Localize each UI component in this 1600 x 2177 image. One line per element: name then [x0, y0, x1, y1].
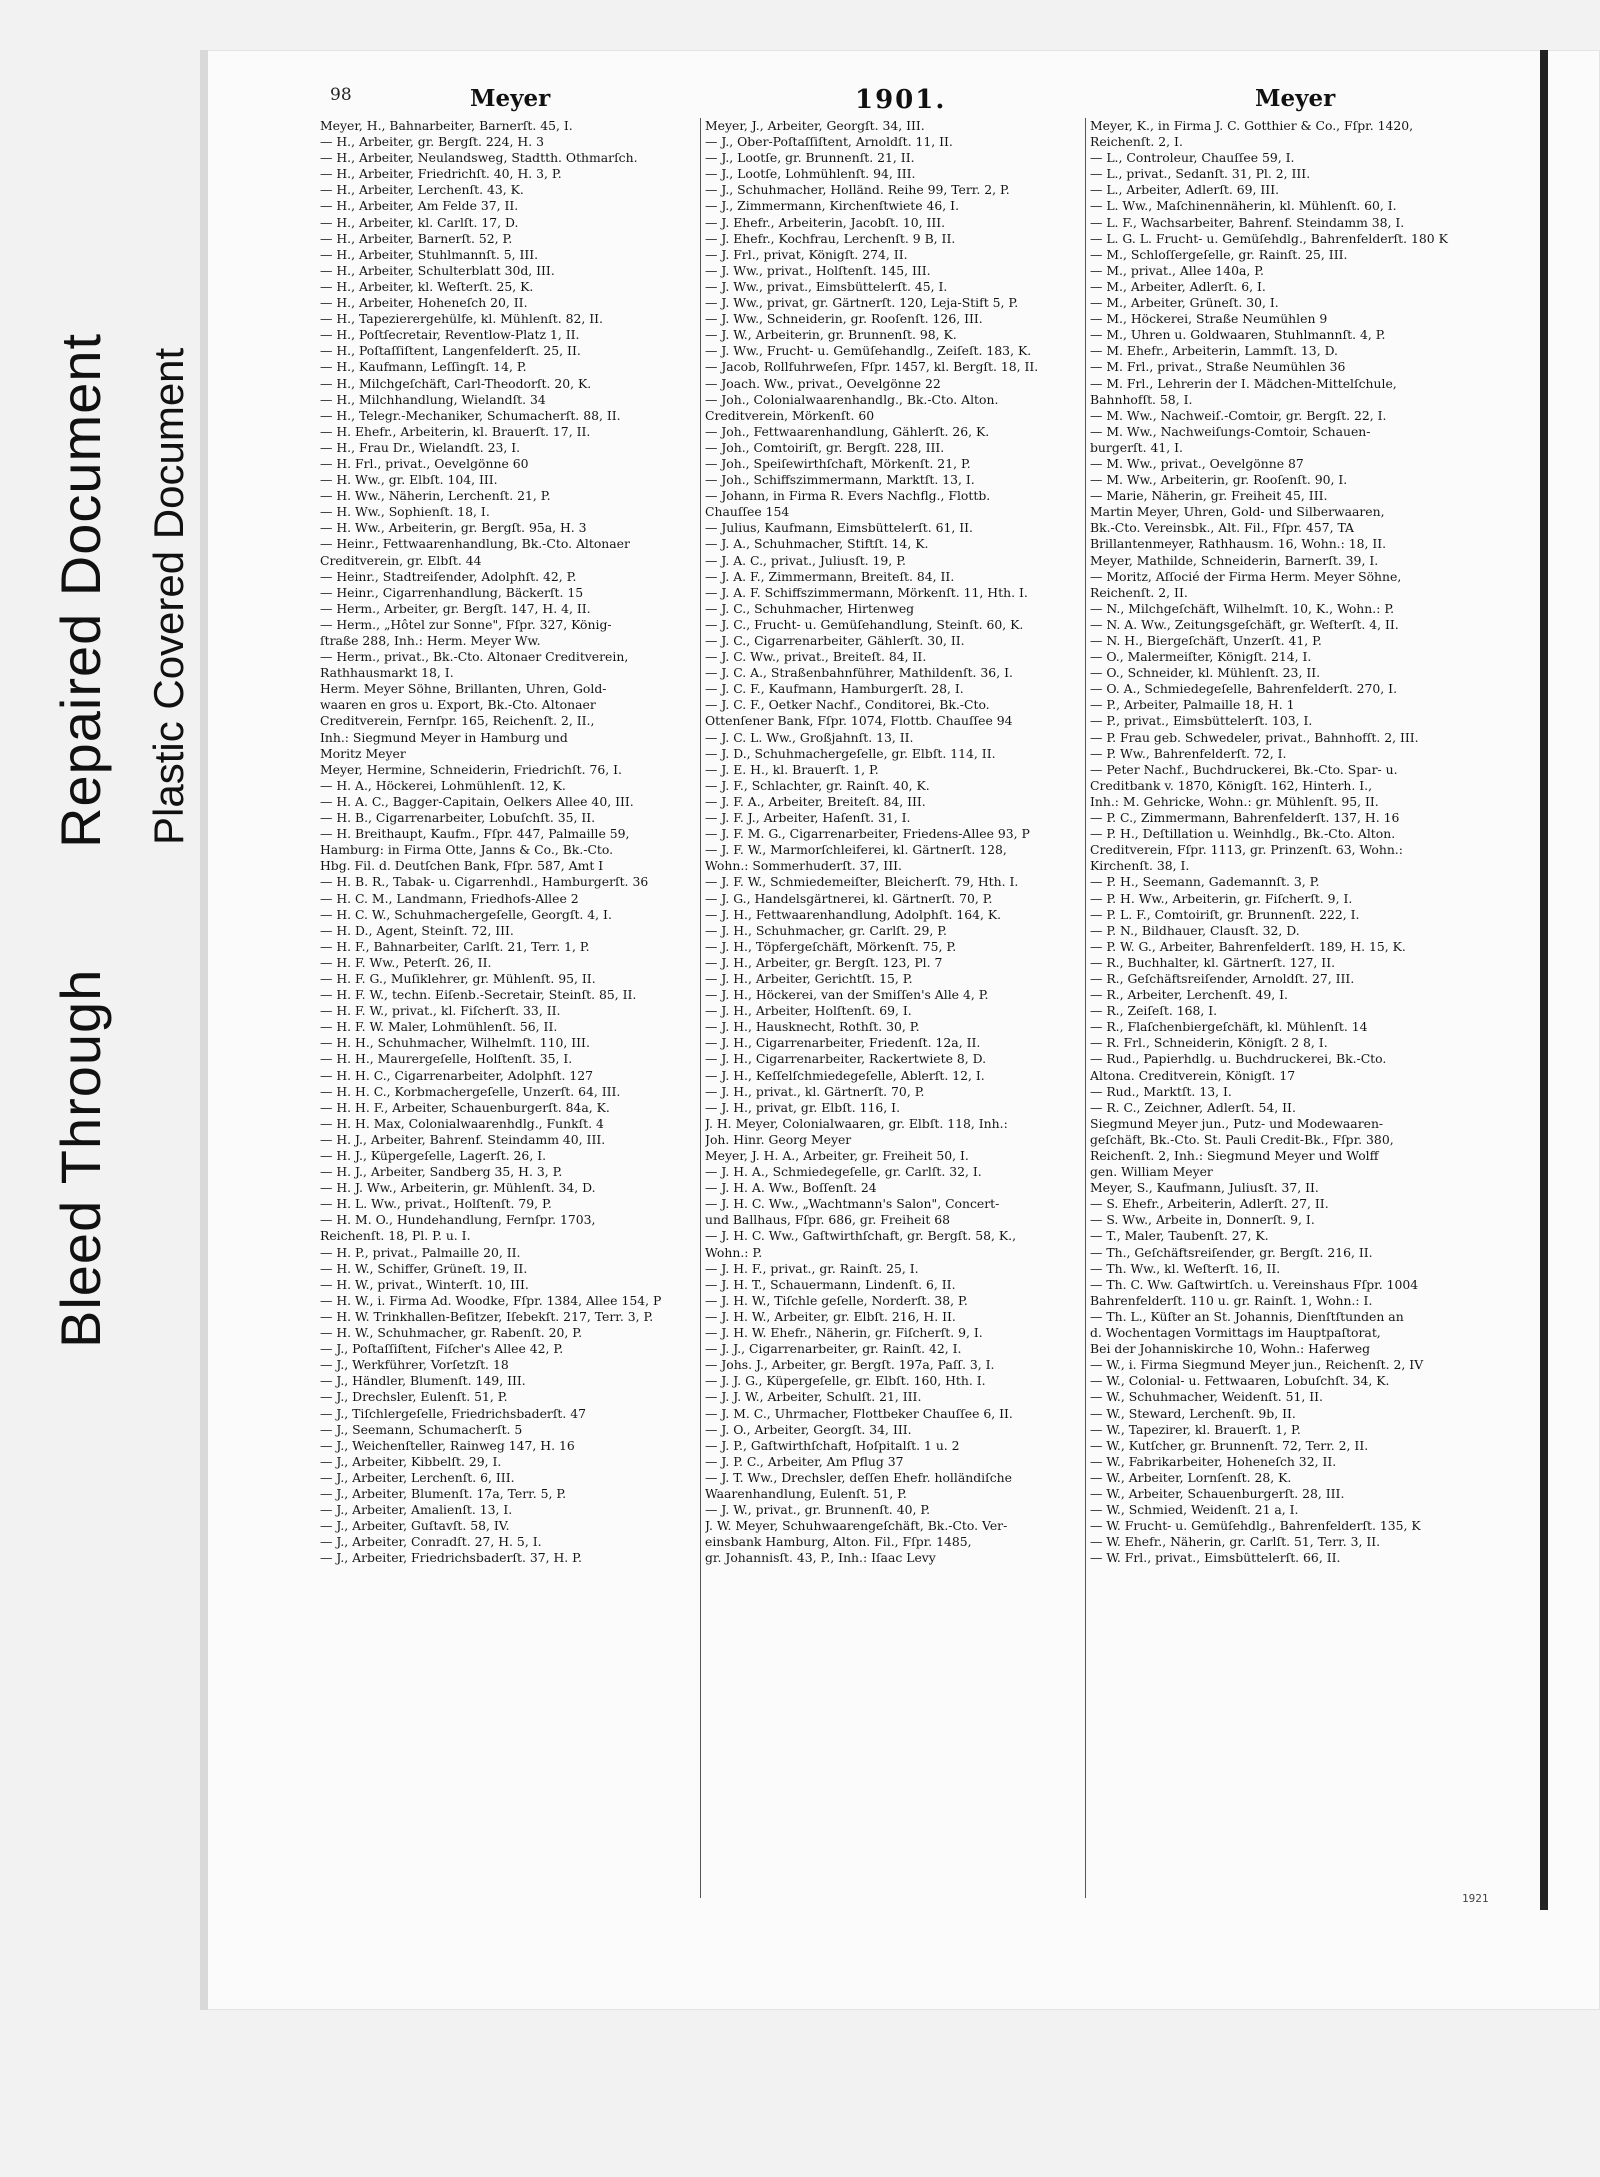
- directory-entry: — H. Breithaupt, Kaufm., Fſpr. 447, Palmaille 59,: [320, 826, 630, 842]
- directory-entry: Moritz Meyer: [320, 745, 406, 761]
- directory-entry: Bei der Johanniskirche 10, Wohn.: Haferweg: [1090, 1341, 1371, 1357]
- directory-entry: Meyer, Mathilde, Schneiderin, Barnerſt. 39, I.: [1090, 552, 1379, 568]
- directory-entry: — H. F. Ww., Peterſt. 26, II.: [320, 954, 492, 970]
- directory-entry: — J. H., Cigarrenarbeiter, Rackertwiete 8, D.: [705, 1051, 987, 1067]
- directory-entry: — M. Ww., privat., Oevelgönne 87: [1090, 455, 1304, 471]
- directory-entry: — Peter Nachf., Buchdruckerei, Bk.-Cto. Spar- u.: [1090, 761, 1398, 777]
- directory-entry: — O., Malermeiſter, Königſt. 214, I.: [1090, 649, 1312, 665]
- directory-entry: — W., Schuhmacher, Weidenſt. 51, II.: [1090, 1389, 1323, 1405]
- directory-entry: — H. J., Arbeiter, Sandberg 35, H. 3, P.: [320, 1164, 563, 1180]
- directory-entry: — J. C., Frucht- u. Gemüſehandlung, Steinſt. 60, K.: [705, 616, 1024, 632]
- directory-entry: — M., Uhren u. Goldwaaren, Stuhlmannſt. 4, P.: [1090, 327, 1386, 343]
- directory-column-right: [1090, 118, 1465, 1566]
- directory-entry: — J. C. L. Ww., Großjahnſt. 13, II.: [705, 729, 914, 745]
- directory-entry: — H. F. W., privat., kl. Fiſcherſt. 33, II.: [320, 1003, 561, 1019]
- directory-entry: Meyer, J. H. A., Arbeiter, gr. Freiheit 50, I.: [705, 1148, 969, 1163]
- directory-entry: — M., privat., Allee 140a, P.: [1090, 262, 1264, 278]
- directory-entry: — J. Ehefr., Arbeiterin, Jacobſt. 10, III.: [705, 214, 946, 230]
- directory-entry: Creditverein, Fernſpr. 165, Reichenſt. 2, II.,: [320, 713, 595, 729]
- directory-entry: Creditverein, Fſpr. 1113, gr. Prinzenſt. 63, Wohn.:: [1090, 842, 1403, 858]
- directory-entry: — J. A. F. Schiffszimmermann, Mörkenſt. 11, Hth. I.: [705, 584, 1028, 600]
- directory-entry: — R. Frl., Schneiderin, Königſt. 2 8, I.: [1090, 1035, 1328, 1051]
- directory-entry: Martin Meyer, Uhren, Gold- und Silberwaaren,: [1090, 504, 1385, 520]
- directory-entry: — H., Milchhandlung, Wielandſt. 34: [320, 391, 546, 407]
- directory-entry: Meyer, H., Bahnarbeiter, Barnerſt. 45, I.: [320, 118, 573, 133]
- directory-entry: J. H. Meyer, Colonialwaaren, gr. Elbſt. 118, Inh.:: [705, 1115, 1008, 1131]
- directory-entry: — H., Kaufmann, Leſſingſt. 14, P.: [320, 359, 527, 375]
- directory-entry: — H., Arbeiter, Lerchenſt. 43, K.: [320, 182, 524, 198]
- directory-entry: — Joh., Schiffszimmermann, Marktſt. 13, I.: [705, 472, 975, 488]
- directory-entry: — H. A. C., Bagger-Capitain, Oelkers Allee 40, III.: [320, 793, 634, 809]
- directory-entry: — J. H., Arbeiter, gr. Bergſt. 123, Pl. 7: [705, 954, 943, 970]
- directory-entry: — J., Arbeiter, Lerchenſt. 6, III.: [320, 1469, 515, 1485]
- directory-entry: — Joh., Comtoiriſt, gr. Bergſt. 228, III.: [705, 439, 945, 455]
- directory-entry: waaren en gros u. Export, Bk.-Cto. Altonaer: [320, 697, 596, 713]
- directory-entry: ſtraße 288, Inh.: Herm. Meyer Ww.: [320, 633, 541, 648]
- directory-entry: — H. W., i. Firma Ad. Woodke, Fſpr. 1384, Allee 154, P: [320, 1292, 662, 1308]
- directory-entry: — R., Arbeiter, Lerchenſt. 49, I.: [1090, 987, 1288, 1003]
- directory-entry: — J., Weichenſteller, Rainweg 147, H. 16: [320, 1437, 575, 1453]
- directory-entry: gr. Johannisſt. 43, P., Inh.: Iſaac Levy: [705, 1550, 936, 1566]
- directory-entry: — H. C. W., Schuhmachergeſelle, Georgſt. 4, I.: [320, 906, 612, 922]
- directory-entry: — H. D., Agent, Steinſt. 72, III.: [320, 922, 514, 938]
- directory-entry: — Joh., Speiſewirthſchaft, Mörkenſt. 21, P.: [705, 455, 971, 471]
- directory-entry: — Heinr., Stadtreiſender, Adolphſt. 42, P.: [320, 568, 577, 584]
- directory-entry: — P. N., Bildhauer, Clausſt. 32, D.: [1090, 922, 1300, 938]
- directory-entry: — R., Geſchäftsreiſender, Arnoldſt. 27, III.: [1090, 970, 1355, 986]
- column-rule: [700, 118, 701, 1898]
- directory-entry: Ottenſener Bank, Fſpr. 1074, Flottb. Chauſſee 94: [705, 713, 1013, 729]
- directory-entry: — H. W., Schiffer, Grüneſt. 19, II.: [320, 1260, 528, 1276]
- directory-entry: — H. J., Küpergeſelle, Lagerſt. 26, I.: [320, 1148, 547, 1163]
- directory-entry: — P. Frau geb. Schwedeler, privat., Bahnhofſt. 2, III.: [1090, 729, 1419, 745]
- directory-entry: — J. Ww., Schneiderin, gr. Rooſenſt. 126, III.: [705, 311, 983, 327]
- directory-entry: — W., Arbeiter, Lornſenſt. 28, K.: [1090, 1469, 1292, 1485]
- directory-entry: — H. W., privat., Winterſt. 10, III.: [320, 1276, 529, 1292]
- directory-entry: — W. Frucht- u. Gemüſehdlg., Bahrenfelderſt. 135, K: [1090, 1518, 1421, 1534]
- directory-entry: — H., Poſtſecretair, Reventlow-Platz 1, II.: [320, 327, 580, 343]
- directory-entry: — Heinr., Cigarrenhandlung, Bäckerſt. 15: [320, 584, 584, 600]
- directory-entry: und Ballhaus, Fſpr. 686, gr. Freiheit 68: [705, 1212, 951, 1228]
- directory-entry: — J. G., Handelsgärtnerei, kl. Gärtnerſt. 70, P.: [705, 890, 993, 906]
- directory-entry: Hbg. Fil. d. Deutſchen Bank, Fſpr. 587, Amt I: [320, 858, 604, 874]
- directory-entry: — H. F. G., Muſiklehrer, gr. Mühlenſt. 95, II.: [320, 970, 596, 986]
- directory-entry: — J. H., privat, gr. Elbſt. 116, I.: [705, 1099, 901, 1115]
- directory-entry: — J. H., Töpfergeſchäft, Mörkenſt. 75, P.: [705, 938, 957, 954]
- directory-entry: Chauſſee 154: [705, 504, 790, 520]
- directory-entry: Siegmund Meyer jun., Putz- und Modewaaren-: [1090, 1115, 1384, 1131]
- directory-entry: — Herm., privat., Bk.-Cto. Altonaer Creditverein,: [320, 649, 629, 665]
- directory-entry: — J. A. C., privat., Juliusſt. 19, P.: [705, 552, 906, 568]
- directory-entry: — Johs. J., Arbeiter, gr. Bergſt. 197a, Paſſ. 3, I.: [705, 1357, 995, 1373]
- directory-entry: — H. W., Schuhmacher, gr. Rabenſt. 20, P.: [320, 1325, 583, 1341]
- directory-entry: — J. F. W., Marmorſchleiferei, kl. Gärtnerſt. 128,: [705, 842, 1007, 858]
- directory-entry: — H., Arbeiter, Friedrichſt. 40, H. 3, P.: [320, 166, 562, 182]
- directory-entry: — H. H. C., Korbmachergeſelle, Unzerſt. 64, III.: [320, 1083, 621, 1099]
- directory-entry: — H. B. R., Tabak- u. Cigarrenhdl., Hamburgerſt. 36: [320, 874, 649, 890]
- directory-entry: Waarenhandlung, Eulenſt. 51, P.: [705, 1485, 907, 1501]
- directory-entry: — S. Ww., Arbeite in, Donnerſt. 9, I.: [1090, 1212, 1315, 1228]
- directory-entry: — H. Ww., Näherin, Lerchenſt. 21, P.: [320, 488, 551, 504]
- directory-entry: — H., Milchgeſchäft, Carl-Theodorſt. 20, K.: [320, 375, 592, 391]
- directory-entry: — W., Schmied, Weidenſt. 21 a, I.: [1090, 1502, 1299, 1518]
- directory-entry: — H., Frau Dr., Wielandſt. 23, I.: [320, 439, 521, 455]
- directory-entry: Kirchenſt. 38, I.: [1090, 858, 1190, 874]
- running-head-year: 1901.: [855, 85, 947, 115]
- directory-entry: — H., Arbeiter, Barnerſt. 52, P.: [320, 230, 513, 246]
- directory-entry: — H. Frl., privat., Oevelgönne 60: [320, 455, 529, 471]
- directory-entry: — J. H., Fettwaarenhandlung, Adolphſt. 164, K.: [705, 906, 1002, 922]
- directory-entry: — H., Arbeiter, Stuhlmannſt. 5, III.: [320, 246, 539, 262]
- directory-entry: — Rud., Marktſt. 13, I.: [1090, 1083, 1232, 1099]
- directory-entry: — J. Ww., privat., Eimsbüttelerſt. 45, I.: [705, 278, 948, 294]
- directory-entry: Reichenſt. 18, Pl. P. u. I.: [320, 1228, 471, 1244]
- directory-entry: — J. A. F., Zimmermann, Breiteſt. 84, II.: [705, 568, 955, 584]
- directory-entry: — H. B., Cigarrenarbeiter, Lobuſchſt. 35, II.: [320, 810, 596, 826]
- directory-entry: Creditverein, Mörkenſt. 60: [705, 407, 875, 423]
- directory-entry: — J. Ehefr., Kochfrau, Lerchenſt. 9 B, II.: [705, 230, 956, 246]
- directory-entry: — L., Controleur, Chauſſee 59, I.: [1090, 150, 1295, 166]
- directory-entry: — L. Ww., Maſchinennäherin, kl. Mühlenſt. 60, I.: [1090, 198, 1397, 214]
- directory-entry: — N. A. Ww., Zeitungsgeſchäft, gr. Weſterſt. 4, II.: [1090, 616, 1399, 632]
- directory-entry: Meyer, S., Kaufmann, Juliusſt. 37, II.: [1090, 1180, 1319, 1196]
- directory-entry: — H., Arbeiter, Neulandsweg, Stadtth. Othmarſch.: [320, 150, 638, 166]
- directory-entry: burgerſt. 41, I.: [1090, 439, 1183, 455]
- directory-entry: — J., Arbeiter, Blumenſt. 17a, Terr. 5, P.: [320, 1485, 567, 1501]
- directory-entry: — N. H., Biergeſchäft, Unzerſt. 41, P.: [1090, 633, 1322, 648]
- directory-entry: — J. F. A., Arbeiter, Breiteſt. 84, III.: [705, 793, 926, 809]
- directory-entry: Reichenſt. 2, I.: [1090, 134, 1183, 150]
- directory-entry: — H. W. Trinkhallen-Beſitzer, Iſebekſt. 217, Terr. 3, P.: [320, 1308, 654, 1324]
- directory-entry: — J. H. A., Schmiedegeſelle, gr. Carlſt. 32, I.: [705, 1164, 982, 1180]
- directory-entry: — Jacob, Rollfuhrweſen, Fſpr. 1457, kl. Bergſt. 18, II.: [705, 359, 1039, 375]
- directory-entry: — S. Ehefr., Arbeiterin, Adlerſt. 27, II.: [1090, 1196, 1329, 1212]
- directory-entry: — M. Frl., privat., Straße Neumühlen 36: [1090, 359, 1346, 375]
- directory-entry: Bk.-Cto. Vereinsbk., Alt. Fil., Fſpr. 457, TA: [1090, 520, 1354, 536]
- directory-entry: — J. P. C., Arbeiter, Am Pflug 37: [705, 1453, 904, 1469]
- directory-entry: — Johann, in Firma R. Evers Nachflg., Flottb.: [705, 488, 991, 504]
- directory-entry: — J. Frl., privat, Königſt. 274, II.: [705, 246, 908, 262]
- directory-entry: — J. W., privat., gr. Brunnenſt. 40, P.: [705, 1502, 931, 1518]
- directory-entry: Bahnhofſt. 58, I.: [1090, 391, 1193, 407]
- directory-entry: — J. E. H., kl. Brauerſt. 1, P.: [705, 761, 879, 777]
- directory-entry: — L., privat., Sedanſt. 31, Pl. 2, III.: [1090, 166, 1311, 182]
- directory-entry: — J. D., Schuhmachergeſelle, gr. Elbſt. 114, II.: [705, 745, 996, 761]
- directory-entry: Meyer, Hermine, Schneiderin, Friedrichſt. 76, I.: [320, 761, 622, 777]
- directory-entry: — J., Arbeiter, Conradſt. 27, H. 5, I.: [320, 1534, 542, 1550]
- directory-entry: — J. H. F., privat., gr. Rainſt. 25, I.: [705, 1260, 919, 1276]
- directory-entry: Reichenſt. 2, Inh.: Siegmund Meyer und Wolff: [1090, 1148, 1379, 1163]
- running-head-right: Meyer: [1255, 85, 1336, 112]
- directory-entry: J. W. Meyer, Schuhwaarengeſchäft, Bk.-Cto. Ver-: [705, 1518, 1008, 1534]
- directory-entry: Altona. Creditverein, Königſt. 17: [1090, 1067, 1296, 1083]
- directory-entry: Rathhausmarkt 18, I.: [320, 665, 454, 681]
- directory-entry: — J. Ww., privat., Holſtenſt. 145, III.: [705, 262, 931, 278]
- directory-entry: — J., Händler, Blumenſt. 149, III.: [320, 1373, 526, 1389]
- directory-entry: — W., Arbeiter, Schauenburgerſt. 28, III.: [1090, 1485, 1345, 1501]
- directory-entry: — J. W., Arbeiterin, gr. Brunnenſt. 98, K.: [705, 327, 957, 343]
- directory-entry: — P. C., Zimmermann, Bahrenfelderſt. 137, H. 16: [1090, 810, 1400, 826]
- directory-entry: — H., Tapezierergehülfe, kl. Mühlenſt. 82, II.: [320, 311, 603, 327]
- directory-entry: — Th. L., Küſter an St. Johannis, Dienſtſtunden an: [1090, 1308, 1404, 1324]
- directory-entry: — J. M. C., Uhrmacher, Flottbeker Chauſſee 6, II.: [705, 1405, 1013, 1421]
- directory-entry: — H. Ehefr., Arbeiterin, kl. Brauerſt. 17, II.: [320, 423, 591, 439]
- directory-entry: — N., Milchgeſchäft, Wilhelmſt. 10, K., Wohn.: P.: [1090, 600, 1395, 616]
- directory-entry: — W., Steward, Lerchenſt. 9b, II.: [1090, 1405, 1296, 1421]
- directory-entry: — J. J. G., Küpergeſelle, gr. Elbſt. 160, Hth. I.: [705, 1373, 986, 1389]
- directory-entry: — H. M. O., Hundehandlung, Fernſpr. 1703,: [320, 1212, 596, 1228]
- directory-entry: — H. H. C., Cigarrenarbeiter, Adolphſt. 127: [320, 1067, 594, 1083]
- directory-entry: — H. C. M., Landmann, Friedhofs-Allee 2: [320, 890, 579, 906]
- page-gutter-shadow: [200, 50, 208, 2010]
- directory-entry: — H. Ww., Arbeiterin, gr. Bergſt. 95a, H. 3: [320, 520, 587, 536]
- directory-entry: Bahrenfelderſt. 110 u. gr. Rainſt. 1, Wohn.: I.: [1090, 1292, 1373, 1308]
- directory-entry: — W., Tapezirer, kl. Brauerſt. 1, P.: [1090, 1421, 1301, 1437]
- directory-entry: — H. A., Höckerei, Lohmühlenſt. 12, K.: [320, 777, 566, 793]
- directory-entry: — H., Arbeiter, kl. Weſterſt. 25, K.: [320, 278, 534, 294]
- directory-entry: — J. H. T., Schauermann, Lindenſt. 6, II.: [705, 1276, 956, 1292]
- directory-entry: — Julius, Kaufmann, Eimsbüttelerſt. 61, II.: [705, 520, 973, 536]
- directory-entry: — J., Arbeiter, Amalienſt. 13, I.: [320, 1502, 513, 1518]
- scan-artifact-text: 1921: [1462, 1892, 1489, 1905]
- directory-entry: — J. C., Schuhmacher, Hirtenweg: [705, 600, 915, 616]
- plastic-covered-label: Plastic Covered Document: [145, 347, 192, 845]
- directory-entry: — W., Colonial- u. Fettwaaren, Lobuſchſt. 34, K.: [1090, 1373, 1390, 1389]
- directory-entry: Wohn.: Sommerhuderſt. 37, III.: [705, 858, 902, 874]
- directory-entry: — J., Arbeiter, Friedrichsbaderſt. 37, H. P.: [320, 1550, 582, 1566]
- directory-entry: — M., Höckerei, Straße Neumühlen 9: [1090, 311, 1328, 327]
- directory-entry: — J. C. Ww., privat., Breiteſt. 84, II.: [705, 649, 927, 665]
- directory-entry: — J. H., Schuhmacher, gr. Carlſt. 29, P.: [705, 922, 947, 938]
- directory-entry: — Th., Geſchäftsreiſender, gr. Bergſt. 216, II.: [1090, 1244, 1373, 1260]
- directory-entry: — J. J., Cigarrenarbeiter, gr. Rainſt. 42, I.: [705, 1341, 962, 1357]
- directory-entry: — J. H., Arbeiter, Gerichtſt. 15, P.: [705, 970, 913, 986]
- directory-entry: — H. L. Ww., privat., Holſtenſt. 79, P.: [320, 1196, 552, 1212]
- directory-entry: — T., Maler, Taubenſt. 27, K.: [1090, 1228, 1269, 1244]
- directory-entry: Inh.: M. Gehricke, Wohn.: gr. Mühlenſt. 95, II.: [1090, 793, 1379, 809]
- directory-entry: — J. H., Höckerei, van der Smiſſen's Alle 4, P.: [705, 987, 989, 1003]
- directory-entry: — W. Ehefr., Näherin, gr. Carlſt. 51, Terr. 3, II.: [1090, 1534, 1381, 1550]
- directory-entry: — L., Arbeiter, Adlerſt. 69, III.: [1090, 182, 1280, 198]
- directory-entry: — Joh., Colonialwaarenhandlg., Bk.-Cto. Alton.: [705, 391, 999, 407]
- directory-entry: — J., Schuhmacher, Holländ. Reihe 99, Terr. 2, P.: [705, 182, 1010, 198]
- directory-entry: — H. H., Maurergeſelle, Holſtenſt. 35, I.: [320, 1051, 573, 1067]
- directory-entry: — J. F. J., Arbeiter, Haſenſt. 31, I.: [705, 810, 911, 826]
- directory-entry: — J. H. W. Ehefr., Näherin, gr. Fiſcherſt. 9, I.: [705, 1325, 983, 1341]
- directory-entry: — Th. Ww., kl. Weſterſt. 16, II.: [1090, 1260, 1281, 1276]
- directory-entry: — M., Arbeiter, Adlerſt. 6, I.: [1090, 278, 1266, 294]
- directory-entry: geſchäft, Bk.-Cto. St. Pauli Credit-Bk., Fſpr. 380,: [1090, 1131, 1394, 1147]
- directory-entry: — H. H. Max, Colonialwaarenhdlg., Funkſt. 4: [320, 1115, 604, 1131]
- directory-entry: — P. H. Ww., Arbeiterin, gr. Fiſcherſt. 9, I.: [1090, 890, 1353, 906]
- directory-entry: d. Wochentagen Vormittags im Hauptpaſtorat,: [1090, 1325, 1381, 1341]
- directory-entry: — H. J., Arbeiter, Bahrenf. Steindamm 40, III.: [320, 1131, 606, 1147]
- directory-entry: — Heinr., Fettwaarenhandlung, Bk.-Cto. Altonaer: [320, 536, 630, 552]
- directory-entry: — P. H., Seemann, Gademannſt. 3, P.: [1090, 874, 1320, 890]
- directory-entry: — Herm., Arbeiter, gr. Bergſt. 147, H. 4, II.: [320, 600, 591, 616]
- running-head-left: Meyer: [470, 85, 551, 112]
- directory-entry: — J. F. W., Schmiedemeiſter, Bleicherſt. 79, Hth. I.: [705, 874, 1019, 890]
- directory-entry: — J. F. M. G., Cigarrenarbeiter, Friedens-Allee 93, P: [705, 826, 1030, 842]
- directory-entry: — H., Arbeiter, kl. Carlſt. 17, D.: [320, 214, 519, 230]
- directory-entry: gen. William Meyer: [1090, 1164, 1213, 1180]
- column-rule: [1085, 118, 1086, 1898]
- directory-entry: — P., privat., Eimsbüttelerſt. 103, I.: [1090, 713, 1313, 729]
- directory-entry: — R., Flaſchenbiergeſchäft, kl. Mühlenſt. 14: [1090, 1019, 1368, 1035]
- page-number: 98: [330, 85, 352, 105]
- repaired-document-label: Repaired Document: [49, 332, 112, 848]
- directory-entry: Creditverein, gr. Elbſt. 44: [320, 552, 482, 568]
- directory-entry: — J. H., Cigarrenarbeiter, Friedenſt. 12a, II.: [705, 1035, 981, 1051]
- directory-entry: Brillantenmeyer, Rathhausm. 16, Wohn.: 18, II.: [1090, 536, 1387, 552]
- directory-entry: — P. H., Deſtillation u. Weinhdlg., Bk.-Cto. Alton.: [1090, 826, 1396, 842]
- directory-entry: einsbank Hamburg, Alton. Fil., Fſpr. 1485,: [705, 1534, 972, 1550]
- page-edge-strip: [1540, 50, 1548, 1910]
- directory-entry: Herm. Meyer Söhne, Brillanten, Uhren, Gold-: [320, 681, 607, 697]
- directory-entry: — M. Ww., Nachweiſungs-Comtoir, Schauen-: [1090, 423, 1371, 439]
- directory-entry: Wohn.: P.: [705, 1244, 763, 1260]
- directory-entry: — R., Zeiſeſt. 168, I.: [1090, 1003, 1218, 1019]
- directory-entry: — J., Drechsler, Eulenſt. 51, P.: [320, 1389, 508, 1405]
- directory-entry: — H., Arbeiter, Hoheneſch 20, II.: [320, 295, 528, 311]
- directory-entry: — H. H., Schuhmacher, Wilhelmſt. 110, III.: [320, 1035, 590, 1051]
- directory-entry: — J., Seemann, Schumacherſt. 5: [320, 1421, 523, 1437]
- directory-entry: — P., Arbeiter, Palmaille 18, H. 1: [1090, 697, 1295, 713]
- directory-entry: — J., Werkführer, Vorſetzſt. 18: [320, 1357, 509, 1373]
- directory-entry: — H. Ww., gr. Elbſt. 104, III.: [320, 472, 498, 488]
- directory-entry: — J. H. C. Ww., Gaſtwirthſchaft, gr. Bergſt. 58, K.,: [705, 1228, 1017, 1244]
- directory-entry: — P. Ww., Bahrenfelderſt. 72, I.: [1090, 745, 1287, 761]
- directory-entry: — J. C. F., Kaufmann, Hamburgerſt. 28, I.: [705, 681, 964, 697]
- directory-entry: — M. Frl., Lehrerin der I. Mädchen-Mittelſchule,: [1090, 375, 1397, 391]
- directory-entry: — P. L. F., Comtoiriſt, gr. Brunnenſt. 222, I.: [1090, 906, 1360, 922]
- bleed-through-label: Bleed Through: [49, 968, 112, 1348]
- directory-entry: — H., Arbeiter, gr. Bergſt. 224, H. 3: [320, 134, 544, 150]
- directory-entry: Meyer, K., in Firma J. C. Gotthier & Co., Fſpr. 1420,: [1090, 118, 1414, 133]
- directory-entry: — J. Ww., Frucht- u. Gemüſehandlg., Zeiſeſt. 183, K.: [705, 343, 1032, 359]
- directory-entry: — H., Poſtaſſiſtent, Langenfelderſt. 25, II.: [320, 343, 581, 359]
- directory-entry: — J., Arbeiter, Guſtavſt. 58, IV.: [320, 1518, 510, 1534]
- directory-entry: — J. H. W., Arbeiter, gr. Elbſt. 216, H. II.: [705, 1308, 956, 1324]
- directory-entry: — H. J. Ww., Arbeiterin, gr. Mühlenſt. 34, D.: [320, 1180, 596, 1196]
- directory-entry: — M., Arbeiter, Grüneſt. 30, I.: [1090, 295, 1279, 311]
- directory-entry: — J., Zimmermann, Kirchenſtwiete 46, I.: [705, 198, 960, 214]
- directory-entry: — H. F., Bahnarbeiter, Carlſt. 21, Terr. 1, P.: [320, 938, 590, 954]
- directory-entry: — J. H., Keſſelſchmiedegeſelle, Ablerſt. 12, I.: [705, 1067, 985, 1083]
- directory-entry: — H., Arbeiter, Am Felde 37, II.: [320, 198, 519, 214]
- directory-entry: — J. H. A. Ww., Boſſenſt. 24: [705, 1180, 877, 1196]
- directory-entry: — J. C. A., Straßenbahnführer, Mathildenſt. 36, I.: [705, 665, 1013, 681]
- directory-entry: — H. F. W. Maler, Lohmühlenſt. 56, II.: [320, 1019, 558, 1035]
- directory-entry: — J., Ober-Poſtaſſiſtent, Arnoldſt. 11, II.: [705, 134, 953, 150]
- directory-entry: — H., Arbeiter, Schulterblatt 30d, III.: [320, 262, 555, 278]
- directory-entry: — H. H. F., Arbeiter, Schauenburgerſt. 84a, K.: [320, 1099, 610, 1115]
- directory-entry: — J., Lootſe, gr. Brunnenſt. 21, II.: [705, 150, 915, 166]
- directory-entry: — J. T. Ww., Drechsler, deſſen Ehefr. holländiſche: [705, 1469, 1012, 1485]
- directory-entry: — W., Fabrikarbeiter, Hoheneſch 32, II.: [1090, 1453, 1337, 1469]
- directory-entry: — J. H., privat., kl. Gärtnerſt. 70, P.: [705, 1083, 925, 1099]
- directory-column-middle: [705, 118, 1080, 1566]
- directory-entry: — J. C. F., Oetker Nachf., Conditorei, Bk.-Cto.: [705, 697, 990, 713]
- directory-entry: — P. W. G., Arbeiter, Bahrenfelderſt. 189, H. 15, K.: [1090, 938, 1406, 954]
- directory-entry: — Th. C. Ww. Gaſtwirtſch. u. Vereinshaus Fſpr. 1004: [1090, 1276, 1419, 1292]
- directory-entry: — J. H., Hausknecht, Rothſt. 30, P.: [705, 1019, 920, 1035]
- directory-entry: — J., Arbeiter, Kibbelſt. 29, I.: [320, 1453, 502, 1469]
- directory-entry: — J., Lootſe, Lohmühlenſt. 94, III.: [705, 166, 916, 182]
- directory-entry: — L. G. L. Frucht- u. Gemüſehdlg., Bahrenfelderſt. 180 K: [1090, 230, 1448, 246]
- directory-entry: — J. F., Schlachter, gr. Rainſt. 40, K.: [705, 777, 930, 793]
- directory-entry: — M., Schloſſergeſelle, gr. Rainſt. 25, III.: [1090, 246, 1348, 262]
- directory-entry: — J. H., Arbeiter, Holſtenſt. 69, I.: [705, 1003, 912, 1019]
- directory-entry: — J., Tiſchlergeſelle, Friedrichsbaderſt. 47: [320, 1405, 587, 1421]
- directory-entry: — Joh., Fettwaarenhandlung, Gählerſt. 26, K.: [705, 423, 990, 439]
- directory-entry: — W., i. Firma Siegmund Meyer jun., Reichenſt. 2, IV: [1090, 1357, 1424, 1373]
- directory-entry: — H. F. W., techn. Eiſenb.-Secretair, Steinſt. 85, II.: [320, 987, 637, 1003]
- directory-entry: — L. F., Wachsarbeiter, Bahrenf. Steindamm 38, I.: [1090, 214, 1405, 230]
- directory-entry: — J. H. C. Ww., „Wachtmann's Salon", Concert-: [705, 1196, 1000, 1212]
- directory-entry: — O., Schneider, kl. Mühlenſt. 23, II.: [1090, 665, 1321, 681]
- directory-entry: — J. C., Cigarrenarbeiter, Gählerſt. 30, II.: [705, 633, 965, 648]
- directory-entry: — J. J. W., Arbeiter, Schulſt. 21, III.: [705, 1389, 922, 1405]
- directory-entry: — Marie, Näherin, gr. Freiheit 45, III.: [1090, 488, 1328, 504]
- directory-entry: — H. Ww., Sophienſt. 18, I.: [320, 504, 490, 520]
- directory-entry: Reichenſt. 2, II.: [1090, 584, 1188, 600]
- directory-entry: — H., Telegr.-Mechaniker, Schumacherſt. 88, II.: [320, 407, 621, 423]
- directory-entry: — M. Ehefr., Arbeiterin, Lammſt. 13, D.: [1090, 343, 1338, 359]
- directory-entry: Meyer, J., Arbeiter, Georgſt. 34, III.: [705, 118, 925, 133]
- directory-entry: — J. O., Arbeiter, Georgſt. 34, III.: [705, 1421, 912, 1437]
- directory-entry: — J. H. W., Tiſchle geſelle, Norderſt. 38, P.: [705, 1292, 968, 1308]
- directory-column-left: [320, 118, 698, 1566]
- directory-entry: — Herm., „Hôtel zur Sonne", Fſpr. 327, König-: [320, 616, 612, 632]
- directory-entry: Hamburg: in Firma Otte, Janns & Co., Bk.-Cto.: [320, 842, 614, 858]
- directory-entry: — O. A., Schmiedegeſelle, Bahrenfelderſt. 270, I.: [1090, 681, 1398, 697]
- directory-entry: — W., Kutſcher, gr. Brunnenſt. 72, Terr. 2, II.: [1090, 1437, 1369, 1453]
- directory-entry: — J. P., Gaſtwirthſchaft, Hoſpitalſt. 1 u. 2: [705, 1437, 960, 1453]
- directory-entry: — Joach. Ww., privat., Oevelgönne 22: [705, 375, 941, 391]
- directory-entry: — W. Frl., privat., Eimsbüttelerſt. 66, II.: [1090, 1550, 1341, 1566]
- directory-entry: — M. Ww., Arbeiterin, gr. Rooſenſt. 90, I.: [1090, 472, 1348, 488]
- directory-entry: — Moritz, Aſſocié der Firma Herm. Meyer Söhne,: [1090, 568, 1402, 584]
- directory-entry: — J. Ww., privat, gr. Gärtnerſt. 120, Leja-Stift 5, P.: [705, 295, 1019, 311]
- directory-entry: Joh. Hinr. Georg Meyer: [705, 1131, 852, 1147]
- directory-entry: Creditbank v. 1870, Königſt. 162, Hinterh. I.,: [1090, 777, 1373, 793]
- directory-entry: — Rud., Papierhdlg. u. Buchdruckerei, Bk.-Cto.: [1090, 1051, 1387, 1067]
- directory-entry: — M. Ww., Nachweiſ.-Comtoir, gr. Bergſt. 22, I.: [1090, 407, 1387, 423]
- directory-entry: — R. C., Zeichner, Adlerſt. 54, II.: [1090, 1099, 1296, 1115]
- directory-entry: — H. P., privat., Palmaille 20, II.: [320, 1244, 521, 1260]
- directory-entry: Inh.: Siegmund Meyer in Hamburg und: [320, 729, 568, 745]
- directory-entry: — R., Buchhalter, kl. Gärtnerſt. 127, II.: [1090, 954, 1336, 970]
- directory-entry: — J., Poſtaſſiſtent, Fiſcher's Allee 42, P.: [320, 1341, 564, 1357]
- directory-entry: — J. A., Schuhmacher, Stiftſt. 14, K.: [705, 536, 929, 552]
